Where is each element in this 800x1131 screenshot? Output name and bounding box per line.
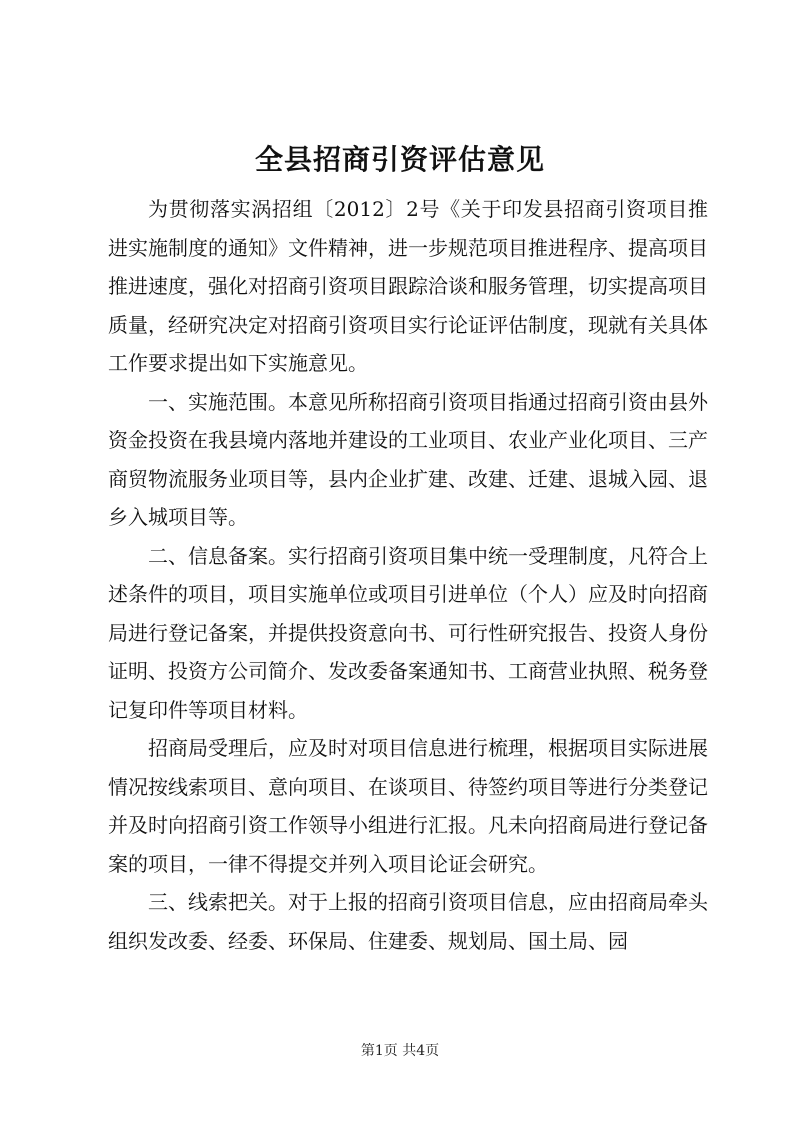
paragraph-screening: 三、线索把关。对于上报的招商引资项目信息，应由招商局牵头组织发改委、经委、环保局、住建委、规划局、国土局、园	[108, 890, 708, 953]
paragraph-registration: 二、信息备案。实行招商引资项目集中统一受理制度，凡符合上述条件的项目，项目实施单位或项目引进单位（个人）应及时向招商局进行登记备案，并提供投资意向书、可行性研究报告、投资人身份证明、投资方公司简介、发改委备案通知书、工商营业执照、税务登记复印件等项目材料。	[108, 543, 708, 722]
page-footer: 第1页 共4页	[360, 1043, 440, 1059]
paragraph-processing: 招商局受理后，应及时对项目信息进行梳理，根据项目实际进展情况按线索项目、意向项目、在谈项目、待签约项目等进行分类登记并及时向招商引资工作领导小组进行汇报。凡未向招商局进行登记备案的项目，一律不得提交并列入项目论证会研究。	[108, 736, 708, 876]
document-body	[108, 190, 708, 960]
paragraph-intro: 为贯彻落实涡招组〔2012〕2号《关于印发县招商引资项目推进实施制度的通知》文件精神，进一步规范项目推进程序、提高项目推进速度，强化对招商引资项目跟踪洽谈和服务管理，切实提高项目质量，经研究决定对招商引资项目实行论证评估制度，现就有关具体工作要求提出如下实施意见。	[108, 197, 708, 375]
document-title: 全县招商引资评估意见	[254, 143, 545, 176]
paragraph-scope: 一、实施范围。本意见所称招商引资项目指通过招商引资由县外资金投资在我县境内落地并建设的工业项目、农业产业化项目、三产商贸物流服务业项目等，县内企业扩建、改建、迁建、退城入园、退乡入城项目等。	[108, 389, 708, 529]
